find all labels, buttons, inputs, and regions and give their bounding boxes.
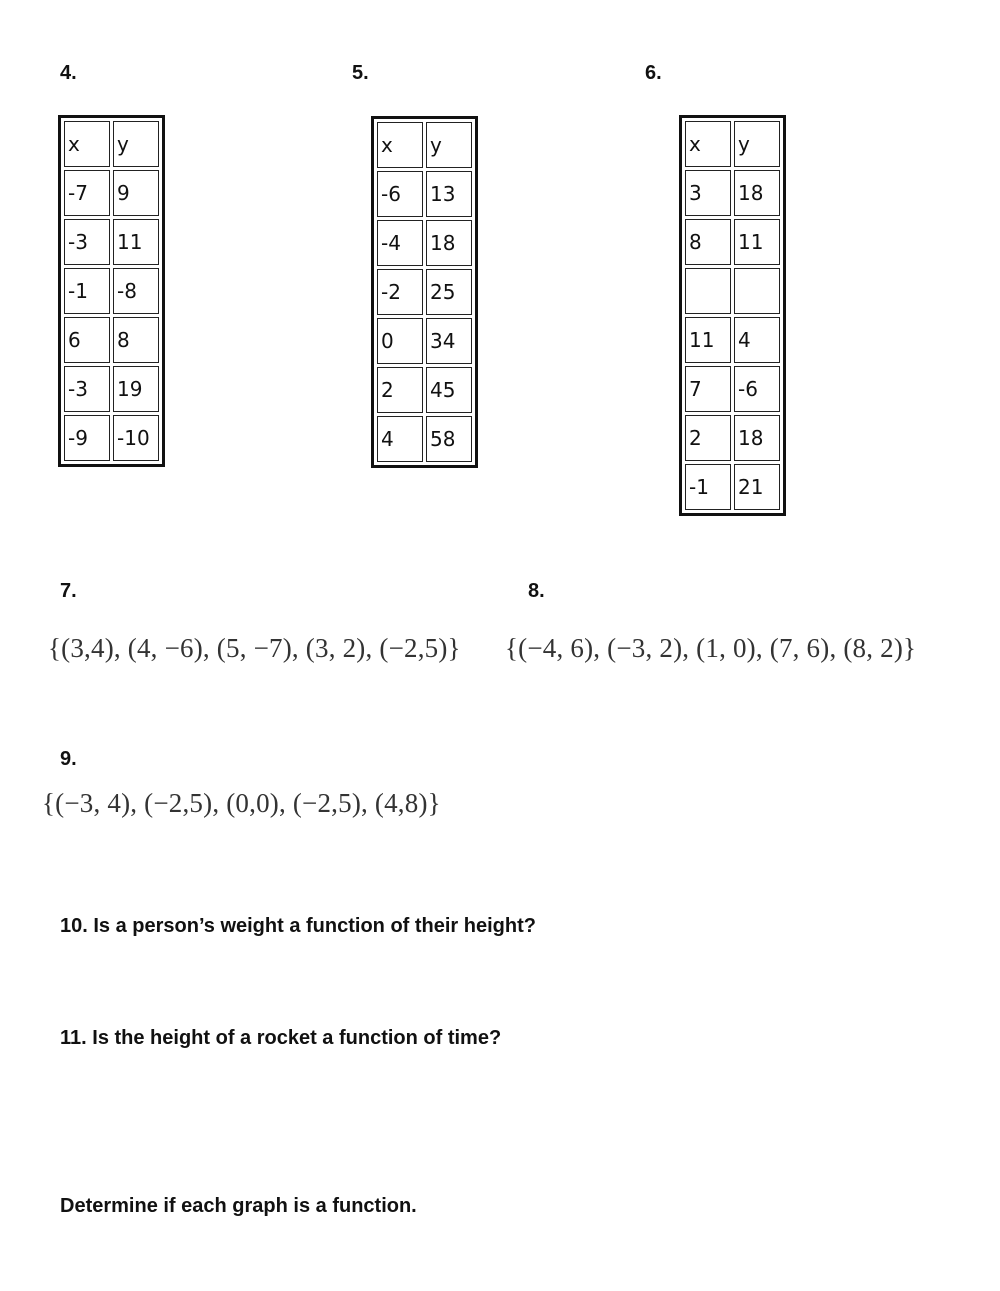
y-value-cell: 34 [426,318,472,364]
table-row [685,170,780,216]
y-value-cell: 25 [426,269,472,315]
y-value-cell: 45 [426,367,472,413]
problem-9-set: {(−3, 4), (−2,5), (0,0), (−2,5), (4,8)} [42,788,441,818]
y-value-cell: 13 [426,171,472,217]
problem-5-table [371,116,478,468]
x-header: x [64,121,110,167]
x-value-cell: 4 [377,416,423,462]
y-value-cell: 11 [113,219,159,265]
x-value-cell: 3 [685,170,731,216]
y-header: y [426,122,472,168]
y-value-cell: -8 [113,268,159,314]
x-value-cell: -7 [64,170,110,216]
x-value-cell: -9 [64,415,110,461]
y-header: y [113,121,159,167]
y-value-cell: 11 [734,219,780,265]
table-header-row [64,121,159,167]
x-header: x [685,121,731,167]
x-value-cell: 2 [377,367,423,413]
x-value-cell [685,268,731,314]
y-value-cell: 18 [426,220,472,266]
x-value-cell: 7 [685,366,731,412]
table-header-row [377,122,472,168]
y-value-cell: 18 [734,415,780,461]
x-value-cell: 0 [377,318,423,364]
problem-10-question: 10. Is a person’s weight a function of their height? [60,915,536,937]
x-value-cell: -4 [377,220,423,266]
table-row [377,367,472,413]
x-value-cell: -3 [64,366,110,412]
table-row [64,170,159,216]
table-row [377,171,472,217]
x-value-cell: -3 [64,219,110,265]
table-row [377,269,472,315]
table-row [685,268,780,314]
x-value-cell: 11 [685,317,731,363]
table-row [685,415,780,461]
x-value-cell: -1 [685,464,731,510]
y-value-cell: 9 [113,170,159,216]
problem-7-set: {(3,4), (4, −6), (5, −7), (3, 2), (−2,5)} [48,633,461,663]
table-row [685,219,780,265]
y-value-cell: 8 [113,317,159,363]
problem-8-label: 8. [528,580,545,602]
graph-instruction: Determine if each graph is a function. [60,1195,417,1217]
table-row [377,220,472,266]
table-row [377,318,472,364]
y-value-cell: -10 [113,415,159,461]
problem-9-label: 9. [60,748,77,770]
x-header: x [377,122,423,168]
problem-8-set: {(−4, 6), (−3, 2), (1, 0), (7, 6), (8, 2)} [505,633,917,663]
table-row [64,219,159,265]
problem-4-table [58,115,165,467]
y-header: y [734,121,780,167]
table-row [685,464,780,510]
problem-4-label: 4. [60,62,77,84]
problem-6-label: 6. [645,62,662,84]
y-value-cell: -6 [734,366,780,412]
table-row [64,317,159,363]
problem-7-label: 7. [60,580,77,602]
x-value-cell: -1 [64,268,110,314]
table-row [685,366,780,412]
problem-5-label: 5. [352,62,369,84]
table-row [685,317,780,363]
y-value-cell: 19 [113,366,159,412]
table-row [64,268,159,314]
y-value-cell: 4 [734,317,780,363]
problem-11-question: 11. Is the height of a rocket a function of time? [60,1027,502,1049]
table-header-row [685,121,780,167]
problem-6-table [679,115,786,516]
table-row [64,366,159,412]
y-value-cell [734,268,780,314]
x-value-cell: 2 [685,415,731,461]
y-value-cell: 21 [734,464,780,510]
x-value-cell: -6 [377,171,423,217]
x-value-cell: 8 [685,219,731,265]
x-value-cell: 6 [64,317,110,363]
y-value-cell: 18 [734,170,780,216]
table-row [64,415,159,461]
y-value-cell: 58 [426,416,472,462]
x-value-cell: -2 [377,269,423,315]
table-row [377,416,472,462]
